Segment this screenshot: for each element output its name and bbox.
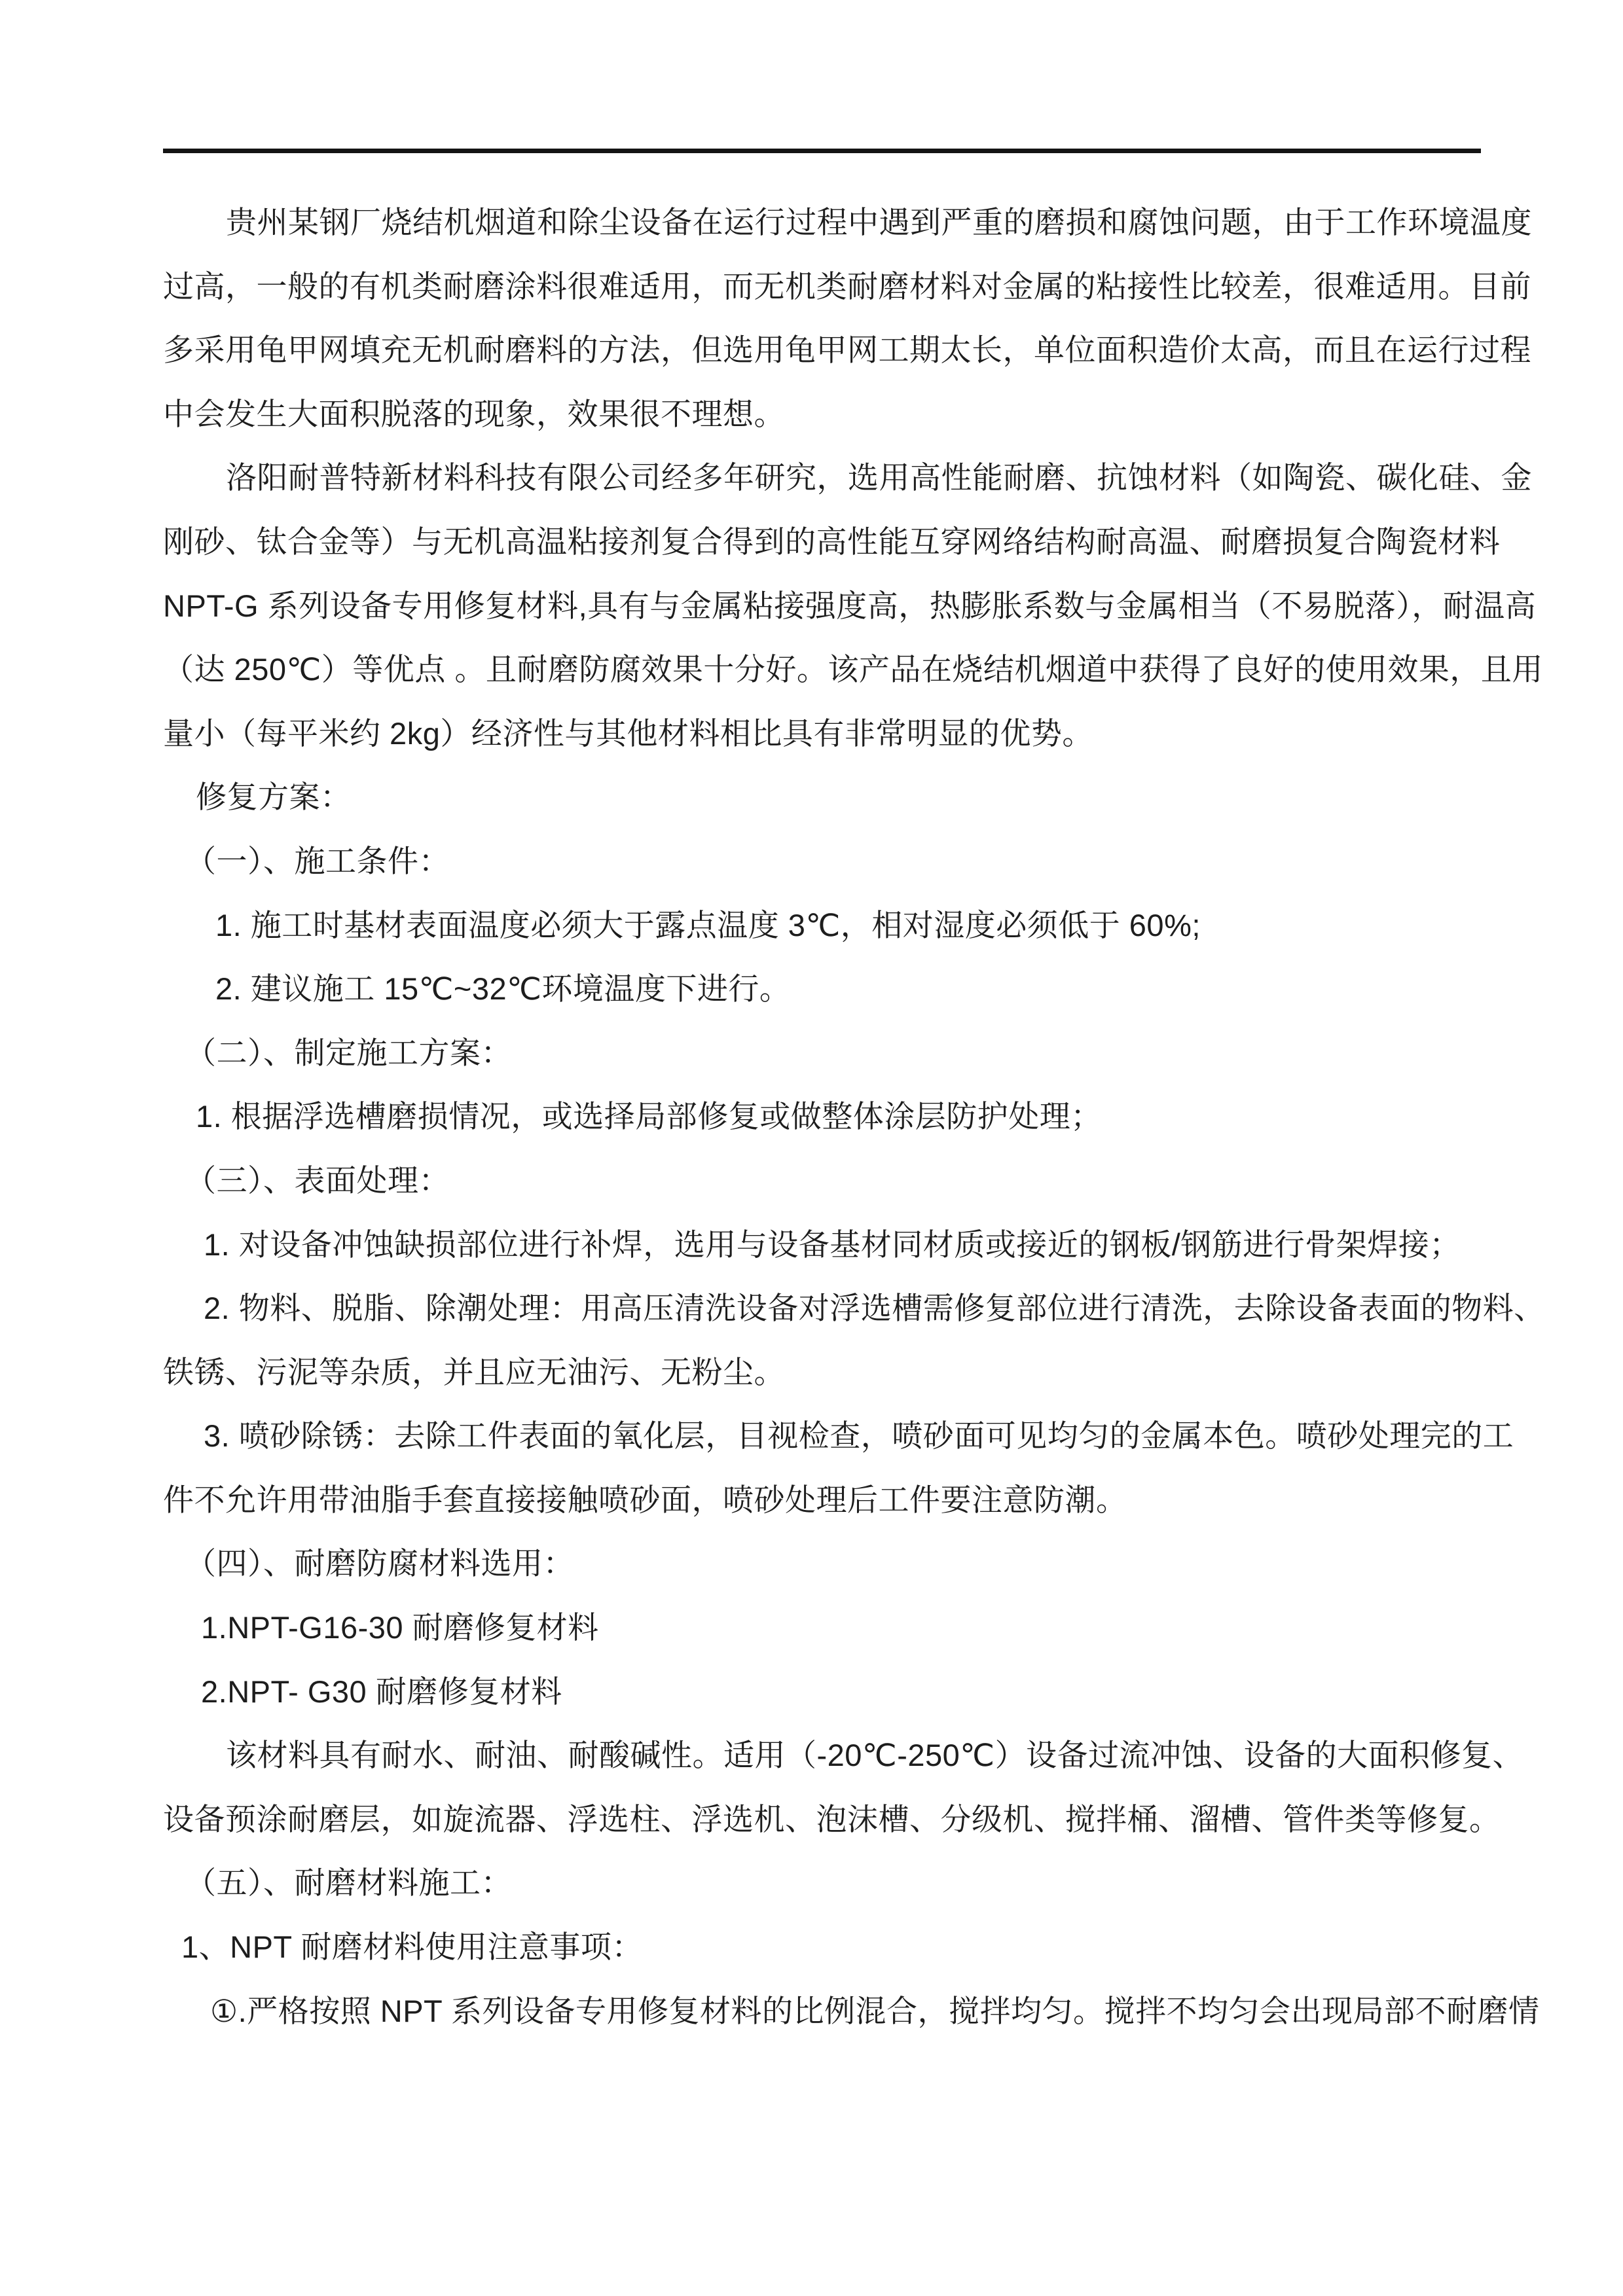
heading-repair-plan: 修复方案：: [196, 780, 352, 815]
paragraph-line: （达 250℃）等优点 。且耐磨防腐效果十分好。该产品在烧结机烟道中获得了良好的使用效果，且用: [163, 652, 1543, 687]
list-item: ①.严格按照 NPT 系列设备专用修复材料的比例混合，搅拌均匀。搅拌不均匀会出现局部不耐磨情: [210, 1993, 1540, 2028]
paragraph-line: 多采用龟甲网填充无机耐磨料的方法，但选用龟甲网工期太长，单位面积造价太高，而且在运行过程: [163, 332, 1531, 368]
list-item: 2.NPT- G30 耐磨修复材料: [201, 1674, 562, 1709]
list-item: 2. 物料、脱脂、除潮处理：用高压清洗设备对浮选槽需修复部位进行清洗，去除设备表面的物料、: [204, 1291, 1545, 1326]
heading-section-3: （三）、表面处理：: [185, 1162, 450, 1198]
paragraph-line: 刚砂、钛合金等）与无机高温粘接剂复合得到的高性能互穿网络结构耐高温、耐磨损复合陶瓷材料: [163, 524, 1501, 559]
heading-section-5: （五）、耐磨材料施工：: [185, 1865, 512, 1901]
list-item: 3. 喷砂除锈：去除工件表面的氧化层，目视检查，喷砂面可见均匀的金属本色。喷砂处理完的工: [204, 1418, 1514, 1454]
list-item: 1.NPT-G16-30 耐磨修复材料: [201, 1610, 599, 1645]
paragraph-line: 铁锈、污泥等杂质，并且应无油污、无粉尘。: [163, 1354, 785, 1390]
heading-section-2: （二）、制定施工方案：: [185, 1035, 512, 1070]
list-item: 1. 施工时基材表面温度必须大于露点温度 3℃，相对湿度必须低于 60%;: [215, 907, 1201, 942]
paragraph-line: NPT-G 系列设备专用修复材料,具有与金属粘接强度高，热膨胀系数与金属相当（不易脱落），耐温高: [163, 588, 1537, 623]
paragraph-line: 贵州某钢厂烧结机烟道和除尘设备在运行过程中遇到严重的磨损和腐蚀问题，由于工作环境温度: [226, 205, 1532, 240]
paragraph-line: 该材料具有耐水、耐油、耐酸碱性。适用（-20℃-250℃）设备过流冲蚀、设备的大面积修复、: [226, 1738, 1524, 1773]
list-item: 1. 根据浮选槽磨损情况，或选择局部修复或做整体涂层防护处理；: [196, 1099, 1102, 1134]
list-item: 1. 对设备冲蚀缺损部位进行补焊，选用与设备基材同材质或接近的钢板/钢筋进行骨架焊接；: [204, 1227, 1461, 1262]
paragraph-line: 设备预涂耐磨层，如旋流器、浮选柱、浮选机、泡沫槽、分级机、搅拌桶、溜槽、管件类等修复。: [163, 1801, 1501, 1837]
list-item: 2. 建议施工 15℃~32℃环境温度下进行。: [215, 971, 791, 1007]
paragraph-line: 中会发生大面积脱落的现象，效果很不理想。: [163, 396, 785, 431]
header-rule: [163, 149, 1481, 153]
paragraph-line: 量小（每平米约 2kg）经济性与其他材料相比具有非常明显的优势。: [163, 715, 1093, 751]
paragraph-line: 洛阳耐普特新材料科技有限公司经多年研究，选用高性能耐磨、抗蚀材料（如陶瓷、碳化硅、金: [226, 460, 1532, 495]
paragraph-line: 件不允许用带油脂手套直接接触喷砂面，喷砂处理后工件要注意防潮。: [163, 1482, 1127, 1517]
paragraph-line: 过高，一般的有机类耐磨涂料很难适用，而无机类耐磨材料对金属的粘接性比较差，很难适用。目前: [163, 268, 1531, 304]
heading-section-1: （一）、施工条件：: [185, 843, 450, 878]
heading-section-4: （四）、耐磨防腐材料选用：: [185, 1546, 574, 1581]
document-body: [163, 190, 1545, 2043]
heading-notes: 1、NPT 耐磨材料使用注意事项：: [181, 1929, 643, 1965]
